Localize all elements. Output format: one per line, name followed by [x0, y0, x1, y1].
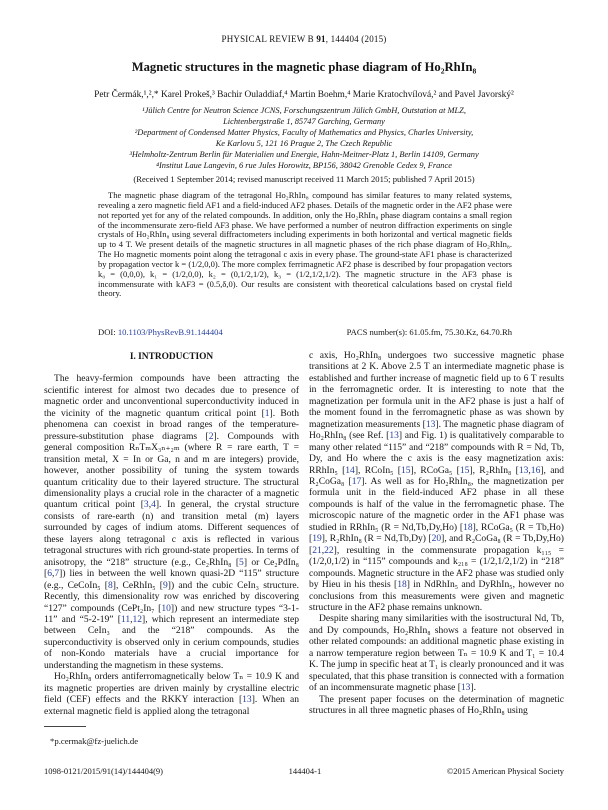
affiliation-line: ²Department of Condensed Matter Physics, Faculty of Mathematics and Physics, Charles University,	[134, 128, 474, 137]
affiliation-line: ⁴Institut Laue Langevin, 6 rue Jules Horowitz, BP156, 38042 Grenoble Cedex 9, France	[156, 161, 452, 170]
doi-label: DOI:	[98, 327, 118, 337]
received-dates: (Received 1 September 2014; revised manuscript received 11 March 2015; published 7 April 2015)	[133, 174, 475, 184]
issn-code: 1098-0121/2015/91(14)/144404(9)	[44, 766, 163, 776]
affiliation-line: Ke Karlovu 5, 121 16 Prague 2, The Czech Republic	[215, 139, 393, 148]
page-title: Magnetic structures in the magnetic phase diagram of Ho₂RhIn₈	[131, 60, 477, 74]
journal-name: PHYSICAL REVIEW B	[221, 34, 317, 44]
doi-link[interactable]: 10.1103/PhysRevB.91.144404	[117, 327, 223, 337]
article-body	[44, 350, 564, 717]
left-column	[44, 350, 299, 717]
paragraph: Ho₂RhIn₈ orders antiferromagnetically below Tₙ = 10.9 K and its magnetic properties are driven mainly by crystalline electric field (CEF) effects and the RKKY interaction [13]. When an external magnetic field is applied along the tetragonal	[44, 671, 299, 717]
journal-issue-info: , 144404 (2015)	[325, 34, 387, 44]
section-heading-introduction: I. INTRODUCTION	[129, 352, 214, 362]
paragraph: c axis, Ho₂RhIn₈ undergoes two successive magnetic phase transitions at 2 K. Above 2.5 T an intermediate magnetic phase is established and further increase of magnetic field up to 6 T results in the ferromagnetic order. It is interesting to note that the magnetization per formula unit in the AF2 phase is just a half of the moment found in the ferromagnetic phase as was shown by magnetization measurements [13]. The magnetic phase diagram of Ho₂RhIn₈ (see Ref. [13] and Fig. 1) is qualitatively comparable to many other related “115” and “218” compounds with R = Nd, Tb, Dy, and Ho where the c axis is the easy magnetization axis: RRhIn₅ [14], RCoIn₅ [15], RCoGa₅ [15], R₂RhIn₈ [13,16], and R₂CoGa₈ [17]. As well as for Ho₂RhIn₈, the magnetization per formula unit in the field-induced AF2 phase in all these compounds is half of the value in the ferromagnetic phase. The microscopic nature of the magnetic order in the AF1 phase was studied in RRhIn₅ (R = Nd,Tb,Dy,Ho) [18], RCoGa₅ (R = Tb,Ho) [19], R₂RhIn₈ (R = Nd,Tb,Dy) [20], and R₂CoGa₈ (R = Tb,Dy,Ho) [21,22], resulting in the commensurate propagation k₁₁₅ = (1/2,0,1/2) in “115” compounds and k₂₁₈ = (1/2,1/2,1/2) in “218” compounds. Magnetic structure in the AF2 phase was studied only by Hieu in his thesis [18] in NdRhIn₅ and DyRhIn₅, however no conclusions from this measurements were given and magnetic structure in the AF2 phase remains unknown.	[309, 350, 565, 613]
paragraph: Despite sharing many similarities with the isostructural Nd, Tb, and Dy compounds, Ho₂RhIn₈ shows a feature not observed in other related compounds: an additional magnetic phase existing in a narrow temperature region between Tₙ = 10.9 K and T₁ = 10.4 K. The jump in specific heat at T₁ is clearly pronounced and it was speculated, that this phase transition is connected with a formation of an incommensurate magnetic phase [13].	[309, 613, 564, 694]
page-number: 144404-1	[288, 766, 322, 776]
journal-header	[0, 34, 608, 44]
copyright-notice: ©2015 American Physical Society	[446, 766, 564, 776]
author-email-link[interactable]: p.cermak@fz-juelich.de	[54, 736, 139, 746]
footnote-rule	[44, 726, 86, 727]
abstract: The magnetic phase diagram of the tetragonal Ho₂RhIn₈ compound has similar features to many related systems, revealing a zero magnetic field AF1 and a field-induced AF2 phases. Details of the magnetic order in the AF2 phase were not reported yet for any of the related compounds. In addition, only the Ho₂RhIn₈ phase diagram contains a small region of the incommensurate zero-field AF3 phase. We have performed a number of neutron diffraction experiments on single crystals of Ho₂RhIn₈ using several diffractometers including experiments in both horizontal and vertical magnetic fields up to 4 T. We present details of the magnetic structures in all magnetic phases of the rich phase diagram of Ho₂RhIn₈. The Ho magnetic moments point along the tetragonal c axis in every phase. The ground-state AF1 phase is characterized by propagation vector k = (1/2,0,0). The more complex ferrimagnetic AF2 phase is described by four propagation vectors k₀ = (0,0,0), k₁ = (1/2,0,0), k₂ = (0,1/2,1/2), k₃ = (1/2,1/2,1/2). The magnetic structure in the AF3 phase is incommensurate with kAF3 = (0.5,δ,0). Our results are consistent with theoretical calculations based on crystal field theory.	[98, 190, 512, 299]
pacs-numbers: PACS number(s): 61.05.fm, 75.30.Kz, 64.70.Rh	[346, 327, 512, 337]
doi-line	[98, 327, 223, 337]
footnote-marker: *	[50, 736, 55, 746]
journal-volume: 91	[316, 34, 326, 44]
footnote	[44, 726, 299, 746]
affiliation-line: ³Helmholtz-Zentrum Berlin für Materialien und Energie, Hahn-Meitner-Platz 1, Berlin 14109, Germany	[129, 150, 479, 159]
paragraph: The present paper focuses on the determination of magnetic structures in all three magnetic phases of Ho₂RhIn₈ using	[309, 693, 564, 717]
affiliations	[30, 105, 578, 171]
doi-pacs-row	[98, 327, 512, 337]
paragraph: The heavy-fermion compounds have been attracting the scientific interest for almost two decades due to presence of magnetic order and unconventional superconductivity induced in the vicinity of the magnetic quantum critical point [1]. Both phenomena can coexist in broad ranges of the temperature-pressure-substitution phase diagrams [2]. Compounds with general composition RₙTₘX₃ₙ₊₂ₘ (where R = rare earth, T = transition metal, X = In or Ga, n and m are integers) provide, however, another possibility of tuning the system towards quantum criticality due to their layered structure. The structural dimensionality plays a crucial role in the character of a magnetic quantum critical point [3,4]. In general, the crystal structure consists of rare-earth (n) and transition metal (m) layers surrounded by cages of indium atoms. Different sequences of these layers along tetragonal c axis is reflected in various tetragonal structures with rich ground-state properties. In terms of anisotropy, the “218” structure (e.g., Ce₂RhIn₈ [5] or Ce₂PdIn₈ [6,7]) lies in between the well known quasi-2D “115” structure (e.g., CeCoIn₅ [8], CeRhIn₅ [9]) and the cubic CeIn₃ structure. Recently, this dimensionality row was enriched by discovering “127” compounds (CePt₂In₇ [10]) and new structure types “3-1-11” and “5-2-19” [11,12], which represent an intermediate step between CeIn₃ and the “218” compounds. As the superconductivity is observed only in cerium compounds, studies of non-Kondo materials have a crucial importance for understanding the magnetism in these systems.	[44, 373, 299, 671]
footnote-text	[44, 736, 299, 746]
affiliation-line: ¹Jülich Centre for Neutron Science JCNS, Forschungszentrum Jülich GmbH, Outstation at MLZ,	[142, 106, 466, 115]
page-footer	[44, 766, 564, 776]
affiliation-line: Lichtenbergstraße 1, 85747 Garching, Germany	[223, 117, 385, 126]
right-column	[309, 350, 564, 717]
authors-line: Petr Čermák,¹,²,* Karel Prokeš,³ Bachir Ouladdiaf,⁴ Martin Boehm,⁴ Marie Kratochvílová,² and Pavel Javorský²	[94, 90, 514, 100]
